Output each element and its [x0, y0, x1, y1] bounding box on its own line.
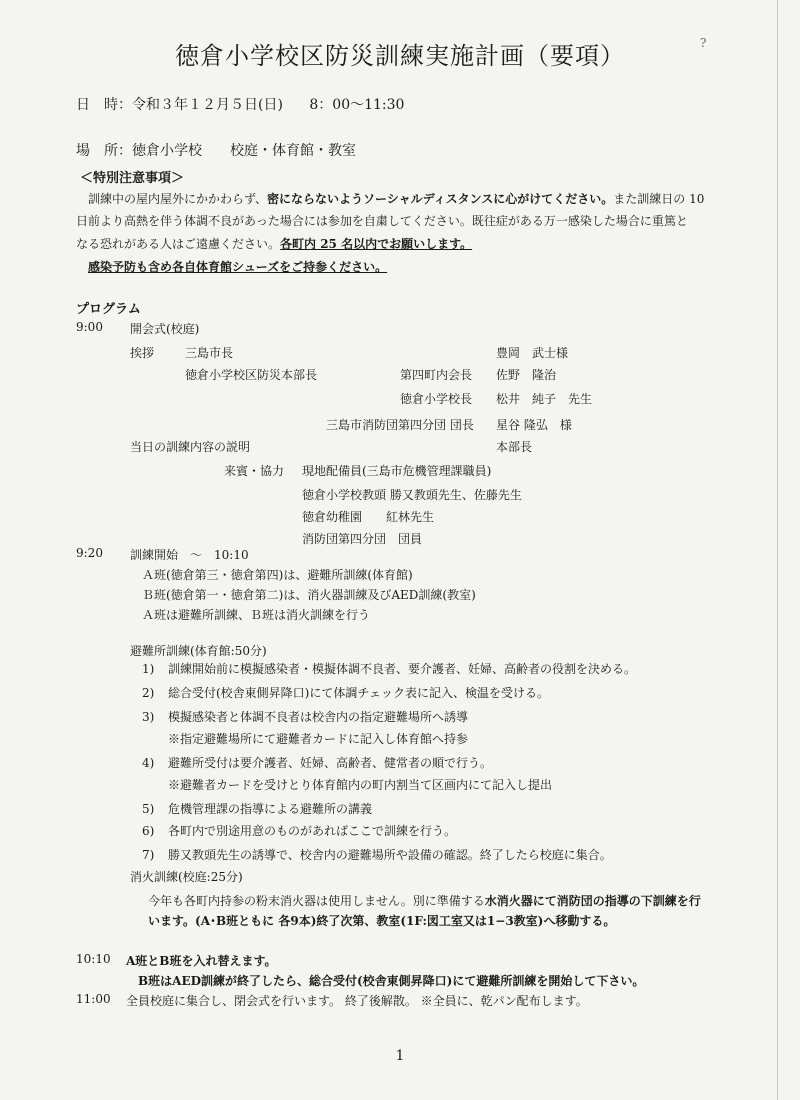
fire-line-1 — [148, 892, 701, 909]
mayor-name: 豊岡 武士様 — [496, 346, 569, 360]
closing-ceremony: 全員校庭に集合し、閉会式を行います。 終了後解散。 ※全員に、乾パン配布します。 — [126, 994, 588, 1008]
place-label: 場 所： — [76, 143, 132, 159]
shelter-heading: 避難所訓練(体育館:50分) — [130, 644, 267, 658]
shelter-step — [142, 776, 552, 793]
shelter-step — [142, 754, 492, 771]
page-number: 1 — [395, 1048, 405, 1064]
step-number: 4) — [142, 756, 155, 770]
place-value: 徳倉小学校 校庭・体育館・教室 — [132, 143, 356, 159]
greeting-label: 挨拶 — [130, 346, 155, 360]
notice-line-4: 感染予防も含め各自体育館シューズをご持参ください。 — [88, 260, 388, 274]
step-text: 各町内で別途用意のものがあればここで訓練を行う。 — [168, 824, 457, 838]
step-text: 危機管理課の指導による避難所の講義 — [168, 802, 373, 816]
shelter-step — [142, 730, 468, 747]
shelter-step — [142, 660, 636, 677]
town4-name: 佐野 隆治 — [496, 368, 557, 382]
fire-heading: 消火訓練(校庭:25分) — [130, 870, 243, 884]
step-number: 7) — [142, 848, 155, 862]
page-title: 徳倉小学校区防災訓練実施計画（要項） — [175, 42, 625, 70]
group-b: Ｂ班(徳倉第一・徳倉第二)は、消火器訓練及びAED訓練(教室) — [142, 588, 476, 602]
place-line — [76, 140, 356, 160]
principal-name: 松井 純子 先生 — [496, 392, 593, 406]
step-text: ※避難者カードを受けとり体育館内の町内割当て区画内にて記入し提出 — [168, 778, 553, 792]
swap-groups: A班とB班を入れ替えます。 — [126, 954, 277, 968]
principal-title: 徳倉小学校長 — [400, 392, 473, 406]
step-number: 3) — [142, 710, 155, 724]
notice-line-2: 日前より高熱を伴う体調不良があった場合には参加を自粛してください。既往症がある万一感染した場合に重篤と — [76, 214, 688, 228]
time-900: 9:00 — [76, 320, 103, 334]
program-heading: プログラム — [76, 302, 141, 317]
step-number: 1) — [142, 662, 155, 676]
notice-line-1 — [88, 190, 704, 207]
step-text: 勝又教頭先生の誘導で、校舎内の避難場所や設備の確認。終了したら校庭に集合。 — [168, 848, 612, 862]
step-number: 2) — [142, 686, 155, 700]
notice-line-3 — [76, 235, 472, 252]
mayor-title: 三島市長 — [185, 346, 234, 360]
swap-detail: B班はAED訓練が終了したら、総合受付(校舎東側昇降口)にて避難所訓練を開始して下さい。 — [138, 974, 645, 988]
fire-emphasis: 水消火器にて消防団の指導の下訓練を行 — [484, 894, 701, 908]
shelter-step — [142, 822, 456, 839]
shelter-step — [142, 846, 612, 863]
step-text: 模擬感染者と体調不良者は校舎内の指定避難場所へ誘導 — [168, 710, 469, 724]
guest-3 — [302, 508, 434, 525]
page-edge — [777, 0, 778, 1100]
guest-1: 現地配備員(三島市危機管理課職員) — [302, 464, 492, 478]
guest-3-person: 紅林先生 — [386, 510, 435, 524]
notice-emphasis: 密にならないようソーシャルディスタンスに心がけてください。 — [267, 192, 614, 206]
explain-by: 本部長 — [496, 440, 533, 454]
group-a: Ａ班(徳倉第三・徳倉第四)は、避難所訓練(体育館) — [142, 568, 413, 582]
shelter-step — [142, 708, 468, 725]
time-1010: 10:10 — [76, 952, 111, 966]
training-start: 訓練開始 〜 10:10 — [130, 548, 249, 562]
group-ab: Ａ班は避難所訓練、Ｂ班は消火訓練を行う — [142, 608, 371, 622]
fire-line-2: います。(A･B班ともに 各9本)終了次第、教室(1F:図工室又は1−3教室)へ移動する。 — [148, 914, 616, 928]
step-text: 避難所受付は要介護者、妊婦、高齢者、健常者の順で行う。 — [168, 756, 493, 770]
hq-chief-title: 徳倉小学校区防災本部長 — [185, 368, 318, 382]
notice-heading: ＜特別注意事項＞ — [80, 171, 185, 186]
town4-title: 第四町内会長 — [400, 368, 473, 382]
step-text: 訓練開始前に模擬感染者・模擬体調不良者、要介護者、妊婦、高齢者の役割を決める。 — [168, 662, 637, 676]
date-label: 日 時： — [76, 97, 132, 113]
notice-text: なる恐れがある人はご遠慮ください。 — [76, 237, 281, 251]
step-text: ※指定避難場所にて避難者カードに記入し体育館へ持参 — [168, 732, 469, 746]
corner-mark: ? — [700, 36, 707, 50]
explain-label: 当日の訓練内容の説明 — [130, 440, 251, 454]
opening-ceremony: 開会式(校庭) — [130, 322, 200, 336]
step-number: 6) — [142, 824, 155, 838]
notice-text: 訓練中の屋内屋外にかかわらず、 — [88, 192, 268, 206]
date-line — [76, 94, 404, 114]
step-number: 5) — [142, 802, 155, 816]
date-time: 8：00〜11:30 — [309, 97, 405, 113]
time-1100: 11:00 — [76, 992, 111, 1006]
fire-chief-name: 星谷 隆弘 様 — [496, 418, 572, 432]
shelter-step — [142, 800, 372, 817]
guest-2: 徳倉小学校教頭 勝又教頭先生、佐藤先生 — [302, 488, 522, 502]
guests-label: 来賓・協力 — [224, 464, 285, 478]
guest-4: 消防団第四分団 団員 — [302, 532, 423, 546]
date-value: 令和３年１２月５日(日) — [132, 97, 283, 113]
fire-chief-title: 三島市消防団第四分団 団長 — [326, 418, 474, 432]
notice-text: また訓練日の 10 — [613, 192, 705, 206]
fire-text: 今年も各町内持参の粉末消火器は使用しません。別に準備する — [148, 894, 485, 908]
notice-emphasis: 各町内 25 名以内でお願いします。 — [280, 237, 473, 251]
shelter-step — [142, 684, 549, 701]
guest-3-org: 徳倉幼稚園 — [302, 510, 363, 524]
step-text: 総合受付(校舎東側昇降口)にて体調チェック表に記入、検温を受ける。 — [168, 686, 550, 700]
time-920: 9:20 — [76, 546, 103, 560]
